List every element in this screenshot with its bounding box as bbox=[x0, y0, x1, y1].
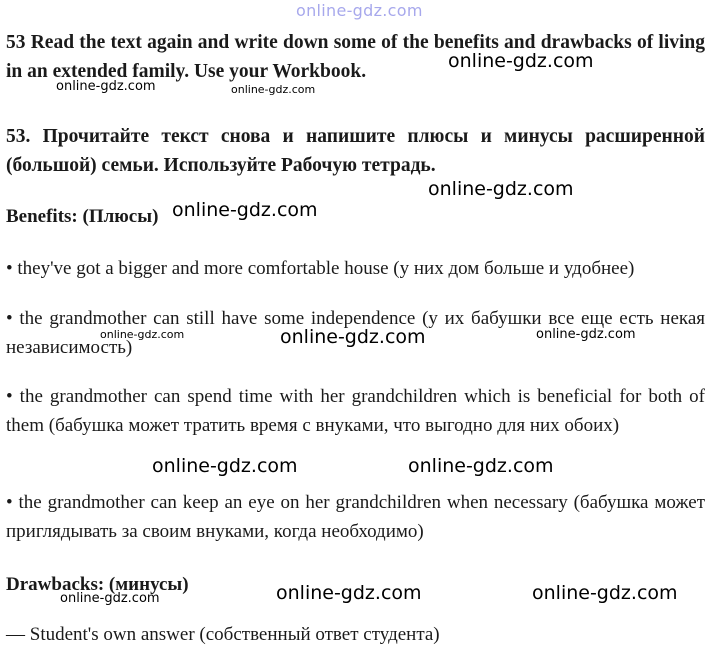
benefits-title: Benefits: (Плюсы) bbox=[6, 206, 159, 227]
benefit-item: • they've got a bigger and more comfortable house (у них дом больше и удобнее) bbox=[6, 258, 635, 279]
watermark: online-gdz.com bbox=[408, 455, 554, 477]
watermark: online-gdz.com bbox=[428, 178, 574, 200]
watermark: online-gdz.com bbox=[100, 328, 185, 341]
watermark: online-gdz.com bbox=[172, 199, 318, 221]
benefit-item: • the grandmother can keep an eye on her grandchildren when necessary (бабушка может приглядывать за своим внуками, когда необходимо) bbox=[6, 492, 705, 542]
watermark: online-gdz.com bbox=[532, 582, 678, 604]
watermark: online-gdz.com bbox=[280, 326, 426, 348]
watermark: online-gdz.com bbox=[231, 83, 316, 96]
drawbacks-answer: — Student's own answer (собственный ответ студента) bbox=[6, 624, 440, 645]
benefit-item: • the grandmother can spend time with her grandchildren which is beneficial for both of them (бабушка может тратить время с внуками, что выгодно для них обоих) bbox=[6, 386, 705, 436]
watermark: online-gdz.com bbox=[536, 327, 636, 342]
watermark: online-gdz.com bbox=[152, 455, 298, 477]
benefit-item: • the grandmother can still have some independence (у их бабушки все еще есть некая независимость) bbox=[6, 308, 705, 358]
exercise-heading-en: 53 Read the text again and write down some of the benefits and drawbacks of living in an extended family. Use your Workbook. bbox=[6, 32, 705, 82]
drawbacks-title: Drawbacks: (минусы) bbox=[6, 574, 189, 595]
exercise-heading-ru: 53. Прочитайте текст снова и напишите плюсы и минусы расширенной (большой) семьи. Используйте Рабочую тетрадь. bbox=[6, 126, 705, 176]
watermark-top: online-gdz.com bbox=[296, 1, 423, 20]
watermark: online-gdz.com bbox=[56, 79, 156, 94]
watermark: online-gdz.com bbox=[276, 582, 422, 604]
watermark: online-gdz.com bbox=[60, 591, 160, 606]
watermark: online-gdz.com bbox=[448, 50, 594, 72]
